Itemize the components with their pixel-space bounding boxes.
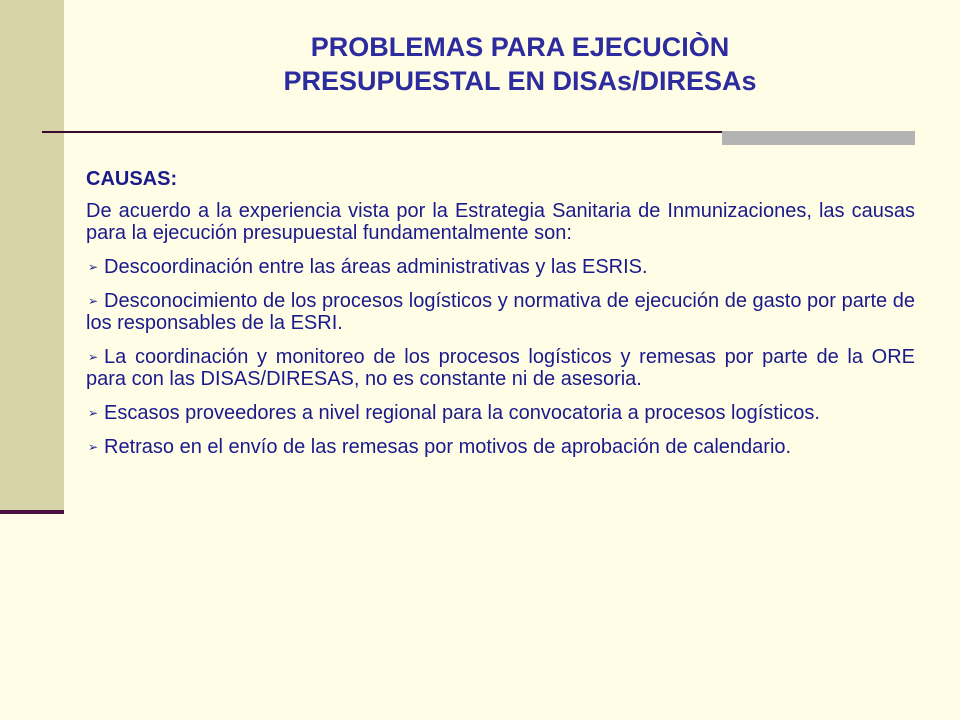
slide-title <box>100 30 940 98</box>
bullet-text: La coordinación y monitoreo de los procesos logísticos y remesas por parte de la ORE para con las DISAS/DIRESAS, no es constante ni de asesoria. <box>86 346 915 390</box>
arrow-bullet-icon: ➢ <box>88 260 99 274</box>
slide-title-line-2: PRESUPUESTAL EN DISAs/DIRESAs <box>283 66 757 96</box>
bullet-item <box>86 346 915 390</box>
left-decorative-band <box>0 0 64 512</box>
slide-title-line-1: PROBLEMAS PARA EJECUCIÒN <box>310 32 730 62</box>
arrow-bullet-icon: ➢ <box>88 294 99 308</box>
left-band-accent-bar <box>0 510 64 514</box>
arrow-bullet-icon: ➢ <box>88 350 99 364</box>
intro-paragraph: De acuerdo a la experiencia vista por la Estrategia Sanitaria de Inmunizaciones, las causas para la ejecución presupuestal fundamentalmente son: <box>86 200 915 244</box>
arrow-bullet-icon: ➢ <box>88 440 99 454</box>
bullet-item <box>86 256 915 278</box>
causas-heading: CAUSAS: <box>86 168 178 190</box>
bullet-item <box>86 402 915 424</box>
bullet-item <box>86 290 915 334</box>
bullet-text: Retraso en el envío de las remesas por motivos de aprobación de calendario. <box>104 436 792 458</box>
slide-body <box>86 164 915 470</box>
bullet-item <box>86 436 915 458</box>
arrow-bullet-icon: ➢ <box>88 406 99 420</box>
bullet-text: Desconocimiento de los procesos logísticos y normativa de ejecución de gasto por parte de los responsables de la ESRI. <box>86 290 915 334</box>
title-divider-accent <box>722 131 915 145</box>
bullet-text: Escasos proveedores a nivel regional para la convocatoria a procesos logísticos. <box>104 402 820 424</box>
bullet-text: Descoordinación entre las áreas administrativas y las ESRIS. <box>104 256 648 278</box>
